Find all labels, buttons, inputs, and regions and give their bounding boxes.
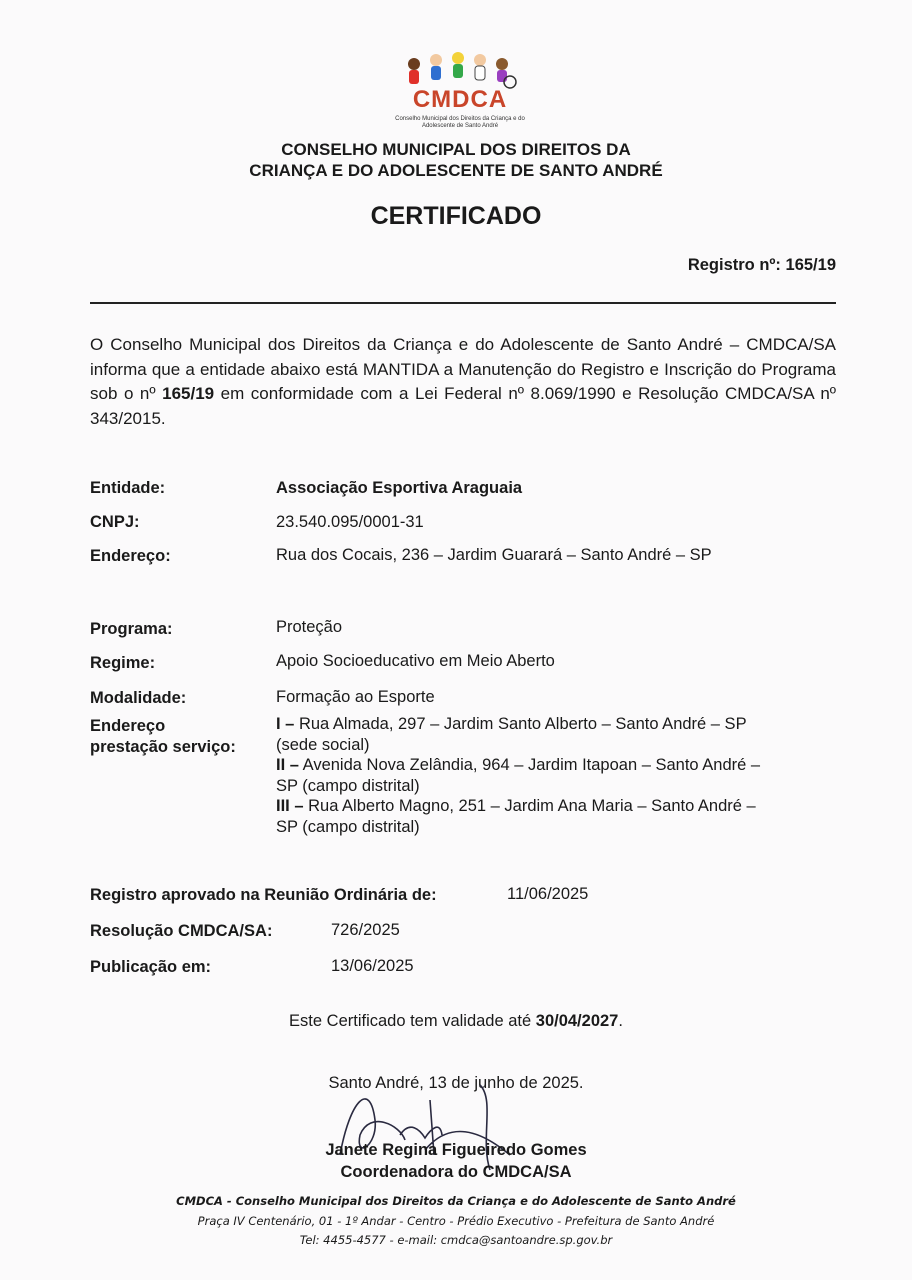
intro-number: 165/19: [162, 384, 215, 403]
footer-line1: CMDCA - Conselho Municipal dos Direitos da Criança e do Adolescente de Santo André: [176, 1194, 736, 1208]
logo-subtitle: Conselho Municipal dos Direitos da Criança e do Adolescente de Santo André: [395, 116, 525, 129]
modalidade-label: Modalidade:: [90, 689, 187, 707]
address-line: II – Avenida Nova Zelândia, 964 – Jardim Itapoan – Santo André –: [276, 756, 761, 774]
intro-paragraph: O Conselho Municipal dos Direitos da Criança e do Adolescente de Santo André – CMDCA/SA informa que a entidade abaixo está MANTIDA a Manutenção do Registro e Inscrição do Programa sob o nº 165/19 em conformidade com a Lei Federal nº 8.069/1990 e Resolução CMDCA/SA nº 343/2015.: [90, 335, 836, 428]
footer-line2: Praça IV Centenário, 01 - 1º Andar - Centro - Prédio Executivo - Prefeitura de Santo André: [197, 1214, 715, 1228]
handwritten-signature-icon: [330, 1060, 560, 1180]
address-note: SP (campo distrital): [276, 776, 420, 795]
signer-name: Janete Regina Figueiredo Gomes: [325, 1141, 587, 1159]
place-date: Santo André, 13 de junho de 2025.: [328, 1074, 584, 1092]
regime-label: Regime:: [90, 654, 156, 672]
council-name-line2: CRIANÇA E DO ADOLESCENTE DE SANTO ANDRÉ: [249, 161, 663, 180]
validity-date: 30/04/2027: [535, 1012, 619, 1030]
council-name-line1: CONSELHO MUNICIPAL DOS DIREITOS DA: [281, 140, 631, 159]
divider: [90, 302, 836, 304]
publicacao-value: 13/06/2025: [331, 957, 414, 975]
cnpj-label: CNPJ:: [90, 513, 140, 531]
address-line: III – Rua Alberto Magno, 251 – Jardim Ana Maria – Santo André –: [276, 797, 756, 815]
resolucao-value: 726/2025: [331, 921, 400, 939]
regime-value: Apoio Socioeducativo em Meio Aberto: [276, 652, 555, 670]
programa-label: Programa:: [90, 620, 173, 638]
programa-value: Proteção: [276, 618, 343, 636]
endereco-value: Rua dos Cocais, 236 – Jardim Guarará – Santo André – SP: [276, 546, 712, 564]
reuniao-label: Registro aprovado na Reunião Ordinária de:: [90, 886, 437, 904]
registration-number: [600, 256, 836, 275]
address-line: I – Rua Almada, 297 – Jardim Santo Alberto – Santo André – SP: [276, 715, 747, 733]
document-title: CERTIFICADO: [370, 202, 542, 230]
entidade-value: Associação Esportiva Araguaia: [276, 479, 523, 497]
entidade-label: Entidade:: [90, 479, 166, 497]
endereco-servico-label-2: prestação serviço:: [90, 738, 236, 756]
modalidade-value: Formação ao Esporte: [276, 688, 435, 706]
validity-statement: Este Certificado tem validade até 30/04/2027.: [289, 1012, 623, 1030]
endereco-label: Endereço:: [90, 547, 171, 565]
signer-role: Coordenadora do CMDCA/SA: [340, 1163, 572, 1181]
reuniao-value: 11/06/2025: [507, 885, 589, 903]
address-note: (sede social): [276, 735, 370, 754]
address-note: SP (campo distrital): [276, 817, 420, 836]
logo-wordmark: CMDCA: [412, 86, 508, 113]
resolucao-label: Resolução CMDCA/SA:: [90, 922, 273, 940]
registration-label: Registro nº:: [687, 256, 781, 274]
footer-line3: Tel: 4455-4577 - e-mail: cmdca@santoandre.sp.gov.br: [299, 1233, 613, 1247]
service-addresses: [276, 714, 824, 837]
publicacao-label: Publicação em:: [90, 958, 212, 976]
endereco-servico-label-1: Endereço: [90, 717, 166, 735]
cnpj-value: 23.540.095/0001-31: [276, 513, 424, 531]
registration-value: 165/19: [785, 256, 836, 274]
